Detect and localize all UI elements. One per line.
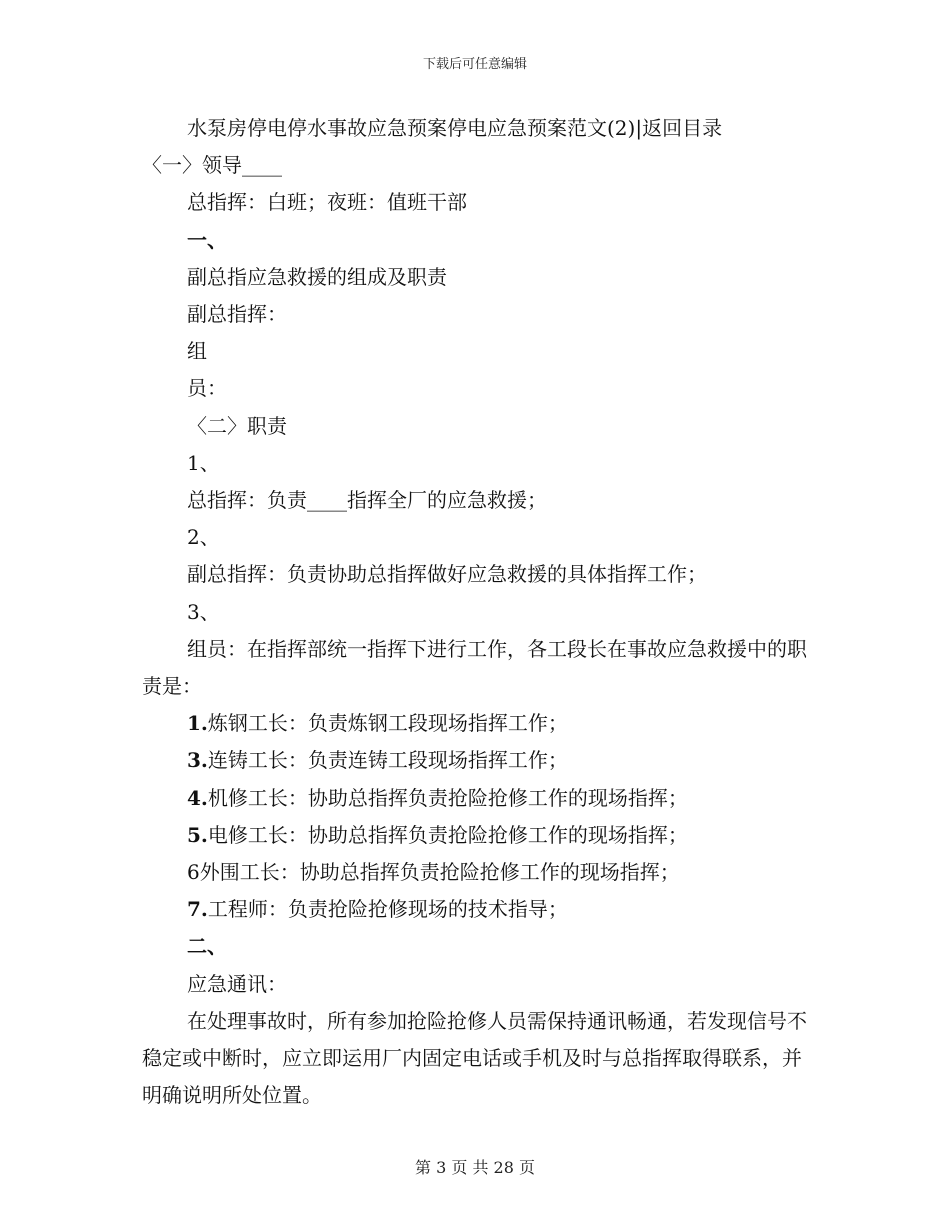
organization-heading: 副总指应急救援的组成及职责 (187, 264, 447, 289)
duty-item-number: 1. (187, 711, 208, 736)
duty-item-number: 7. (187, 897, 208, 922)
duty-item (142, 705, 810, 742)
duty-item-text: 炼钢工长：负责炼钢工段现场指挥工作； (207, 711, 568, 736)
commander-line: 总指挥：白班；夜班：值班干部 (187, 190, 467, 215)
page-number: 第 3 页 共 28 页 (415, 1158, 535, 1177)
duties-heading: 〈二〉职责 (187, 413, 287, 438)
members-duty-paragraph: 组员：在指挥部统一指挥下进行工作，各工段长在事故应急救援中的职责是： (142, 636, 807, 699)
duty-item-text: 电修工长：协助总指挥负责抢险抢修工作的现场指挥； (207, 822, 688, 847)
section-one-marker: 一、 (187, 227, 227, 252)
duty-item (142, 854, 810, 891)
communication-heading: 应急通讯： (187, 971, 287, 996)
duty-item-text: 工程师：负责抢险抢修现场的技术指导； (207, 897, 568, 922)
duty-number-2: 2、 (187, 525, 220, 550)
duty-item-number: 3. (187, 748, 208, 773)
duty-number-1: 1、 (187, 450, 220, 475)
section-two-marker: 二、 (187, 934, 227, 959)
page-header-note: 下载后可任意编辑 (422, 57, 527, 72)
duty-item-text: 连铸工长：负责连铸工段现场指挥工作； (207, 748, 568, 773)
duty-item-text: 外围工长：协助总指挥负责抢险抢修工作的现场指挥； (199, 860, 680, 885)
duty-item-text: 机修工长：协助总指挥负责抢险抢修工作的现场指挥； (207, 785, 688, 810)
document-title: 水泵房停电停水事故应急预案停电应急预案范文(2)|返回目录 (187, 116, 723, 140)
duty-item-number: 5. (187, 822, 208, 847)
duty-item (142, 891, 810, 928)
duty-item (142, 742, 810, 779)
duty-item-number: 4. (187, 785, 208, 810)
document-body (142, 110, 810, 1114)
duty-item (142, 817, 810, 854)
deputy-commander-line: 副总指挥： (187, 302, 287, 327)
duty-item (142, 780, 810, 817)
duty-number-3: 3、 (187, 599, 220, 624)
members-label-part1: 组 (187, 339, 207, 364)
communication-paragraph: 在处理事故时，所有参加抢险抢修人员需保持通讯畅通，若发现信号不稳定或中断时，应立即运用厂内固定电话或手机及时与总指挥取得联系，并明确说明所处位置。 (142, 1008, 807, 1108)
leadership-heading: 〈一〉领导____ (142, 153, 282, 178)
duty-item-number: 6 (187, 860, 200, 885)
members-label-part2: 员： (187, 376, 227, 401)
commander-duty: 总指挥：负责____指挥全厂的应急救援； (187, 488, 547, 513)
deputy-duty: 副总指挥：负责协助总指挥做好应急救援的具体指挥工作； (187, 562, 707, 587)
